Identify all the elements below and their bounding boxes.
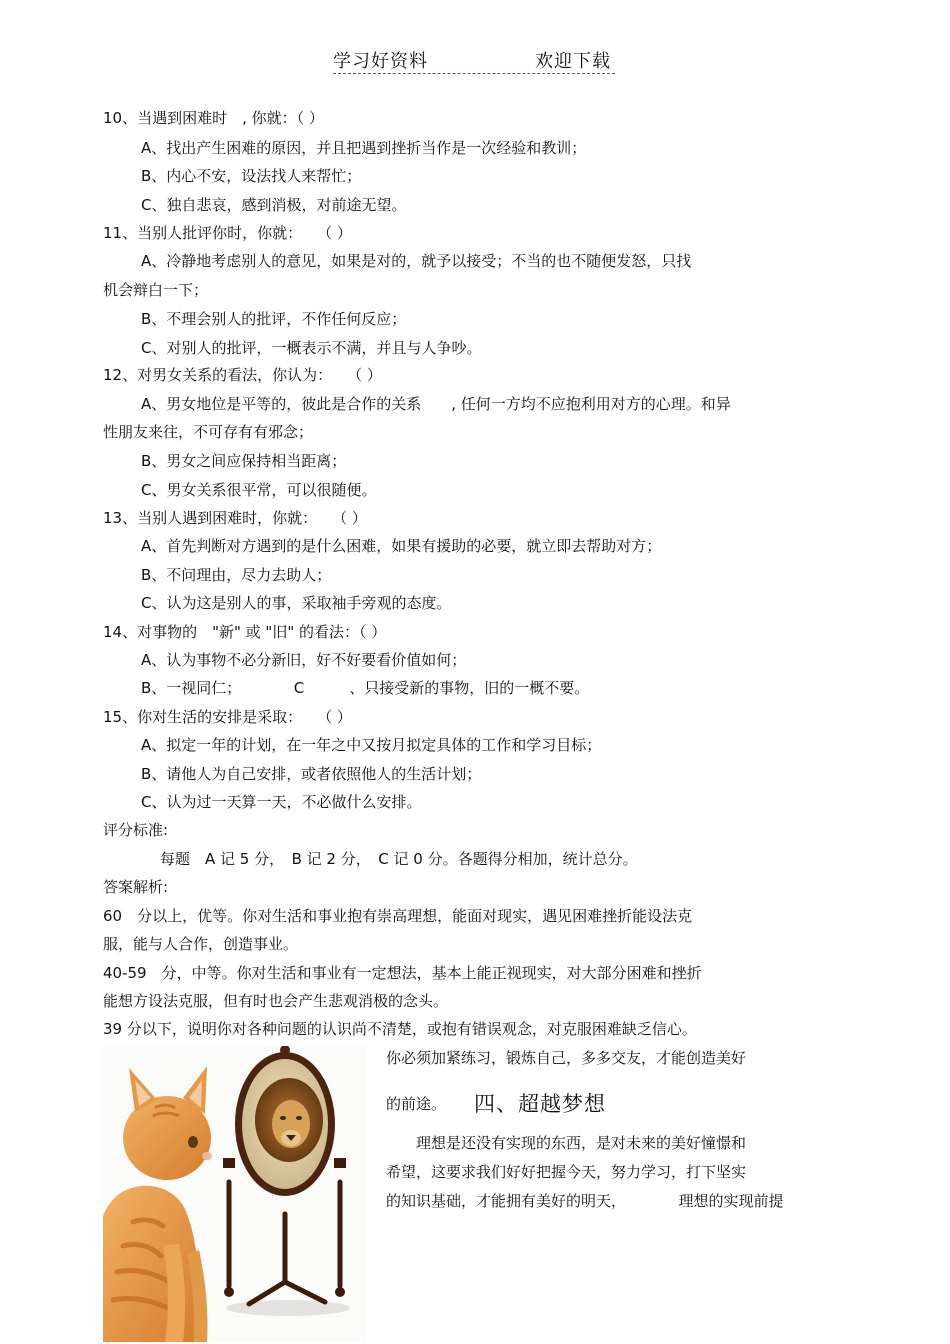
question-14-option-a: A、认为事物不必分新旧，好不好要看价值如何； (141, 651, 467, 669)
analysis-line-4: 能想方设法克服，但有时也会产生悲观消极的念头。 (103, 992, 449, 1010)
header-left: 学习好资料 (333, 51, 428, 72)
question-12-option-a-continuation: 性朋友来往，不可存有有邪念； (103, 423, 314, 441)
question-13-stem: 13、当别人遇到困难时，你就： （ ） (103, 509, 367, 527)
question-11-option-c: C、对别人的批评，一概表示不满，并且与人争吵。 (141, 339, 482, 357)
header-right: 欢迎下载 (535, 51, 611, 72)
question-11-option-b: B、不理会别人的批评，不作任何反应； (141, 310, 407, 328)
analysis-line-1: 60 分以上，优等。你对生活和事业抱有崇高理想，能面对现实，遇见困难挫折能设法克 (103, 907, 693, 925)
section-paragraph-line-2: 希望，这要求我们好好把握今天，努力学习，打下坚实 (386, 1163, 747, 1181)
question-14-option-b-c: B、一视同仁； C 、只接受新的事物，旧的一概不要。 (141, 679, 590, 697)
question-12-option-c: C、男女关系很平常，可以很随便。 (141, 481, 377, 499)
question-15-option-c: C、认为过一天算一天，不必做什么安排。 (141, 793, 422, 811)
question-10-option-b: B、内心不安，设法找人来帮忙； (141, 167, 362, 185)
question-11-stem: 11、当别人批评你时，你就： （ ） (103, 224, 352, 242)
scoring-label: 评分标准: (103, 821, 169, 839)
section-paragraph-line-1: 理想是还没有实现的东西，是对未来的美好憧憬和 (386, 1134, 747, 1152)
section-title: 四、超越梦想 (474, 1092, 606, 1116)
question-12-stem: 12、对男女关系的看法，你认为： （ ） (103, 366, 382, 384)
question-10-option-a: A、找出产生困难的原因，并且把遇到挫折当作是一次经验和教训； (141, 139, 587, 157)
analysis-line-2: 服，能与人合作，创造事业。 (103, 935, 299, 953)
question-15-option-b: B、请他人为自己安排，或者依照他人的生活计划； (141, 765, 482, 783)
question-15-option-a: A、拟定一年的计划，在一年之中又按月拟定具体的工作和学习目标； (141, 736, 602, 754)
analysis-line-7: 的前途。 (386, 1095, 447, 1113)
analysis-line-5: 39 分以下，说明你对各种问题的认识尚不清楚，或抱有错误观念，对克服困难缺乏信心。 (103, 1020, 697, 1038)
question-10-option-c: C、独自悲哀，感到消极，对前途无望。 (141, 196, 407, 214)
question-14-stem: 14、对事物的 "新" 或 "旧" 的看法：（ ） (103, 623, 387, 641)
scoring-rule: 每题 A 记 5 分， B 记 2 分， C 记 0 分。各题得分相加，统计总分。 (160, 850, 638, 868)
question-11-option-a: A、冷静地考虑别人的意见，如果是对的，就予以接受；不当的也不随便发怒，只找 (141, 252, 692, 270)
page-header (333, 47, 615, 74)
analysis-line-6: 你必须加紧练习，锻炼自己，多多交友，才能创造美好 (386, 1049, 747, 1067)
question-13-option-a: A、首先判断对方遇到的是什么困难，如果有援助的必要，就立即去帮助对方； (141, 537, 662, 555)
question-13-option-b: B、不问理由，尽力去助人； (141, 566, 332, 584)
cat-mirror-lion-illustration (103, 1046, 367, 1342)
question-12-option-b: B、男女之间应保持相当距离； (141, 452, 347, 470)
question-12-option-a: A、男女地位是平等的，彼此是合作的关系 , 任何一方均不应抱利用对方的心理。和异 (141, 395, 731, 413)
question-13-option-c: C、认为这是别人的事，采取袖手旁观的态度。 (141, 594, 452, 612)
question-15-stem: 15、你对生活的安排是采取： （ ） (103, 708, 352, 726)
analysis-line-3: 40-59 分，中等。你对生活和事业有一定想法，基本上能正视现实，对大部分困难和挫折 (103, 964, 702, 982)
section-paragraph-line-3: 的知识基础，才能拥有美好的明天， 理想的实现前提 (386, 1192, 784, 1210)
question-10-stem: 10、当遇到困难时 , 你就：（ ） (103, 109, 324, 127)
analysis-label: 答案解析: (103, 878, 169, 896)
question-11-option-a-continuation: 机会辩白一下； (103, 281, 209, 299)
